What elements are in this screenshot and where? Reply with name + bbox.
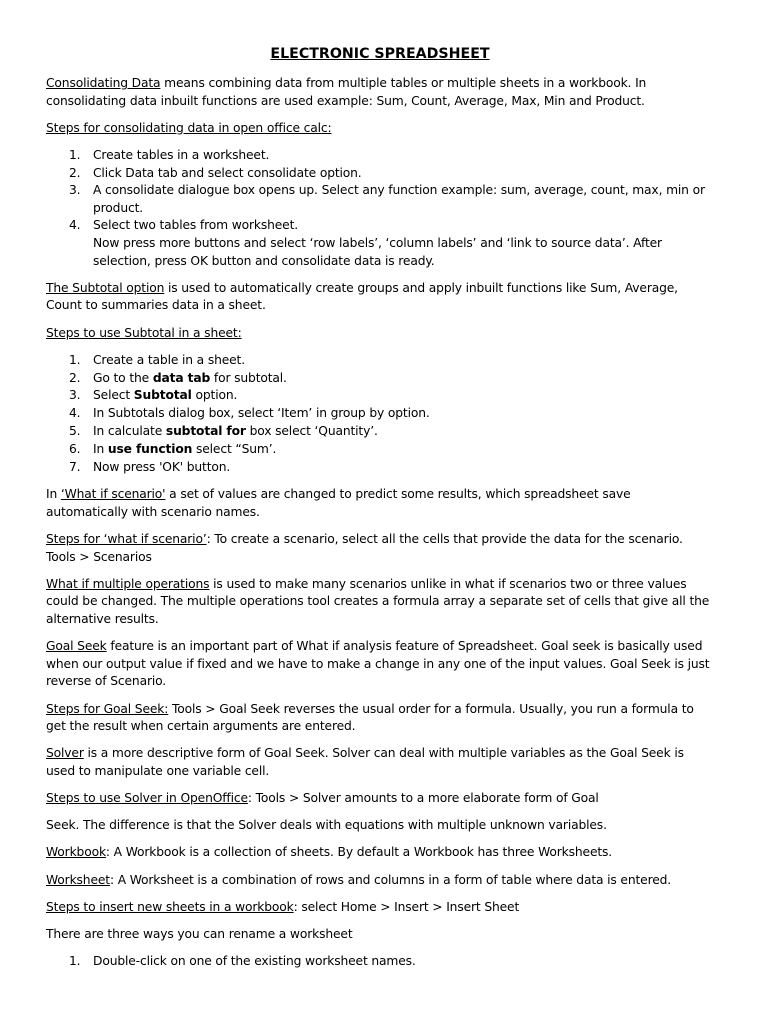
list-item-text-after: for subtotal. bbox=[210, 370, 287, 385]
whatif-steps-term: Steps for ‘what if scenario’ bbox=[46, 532, 207, 546]
list-item bbox=[46, 459, 714, 477]
multiple-operations-paragraph bbox=[46, 576, 714, 629]
list-item-bold: data tab bbox=[152, 370, 211, 385]
list-item-text: Go to the bbox=[93, 370, 153, 385]
list-item-text: Create tables in a worksheet. bbox=[93, 147, 270, 162]
list-number: 1. bbox=[69, 352, 81, 367]
subtotal-steps-heading bbox=[46, 325, 714, 343]
subtotal-text: is used to automatically create groups and apply inbuilt functions like Sum, Average, Count to summaries data in a sheet. bbox=[46, 280, 678, 313]
multiple-operations-term: What if multiple operations bbox=[46, 576, 210, 591]
subtotal-steps-list bbox=[46, 352, 714, 477]
solver-paragraph bbox=[46, 745, 714, 780]
workbook-paragraph bbox=[46, 844, 714, 862]
subtotal-paragraph bbox=[46, 280, 714, 315]
document-page bbox=[46, 44, 714, 980]
list-item bbox=[46, 352, 714, 370]
list-number: 2. bbox=[69, 165, 81, 180]
list-item bbox=[46, 217, 714, 270]
list-item-text: Now press 'OK' button. bbox=[93, 460, 231, 475]
list-item-continuation: Now press more buttons and select ‘row labels’, ‘column labels’ and ‘link to source data’. After selection, press OK button and consolidate data is ready. bbox=[93, 235, 662, 268]
list-item-text: Click Data tab and select consolidate option. bbox=[93, 165, 362, 180]
consolidating-text: means combining data from multiple tables or multiple sheets in a workbook. In consolidating data inbuilt functions are used example: Sum, Count, Average, Max, Min and Product. bbox=[46, 76, 647, 108]
solver-steps-text: : Tools > Solver amounts to a more elaborate form of Goal bbox=[247, 791, 599, 806]
solver-steps-text-2: Seek. The difference is that the Solver deals with equations with multiple unknown variables. bbox=[46, 818, 607, 833]
list-item bbox=[46, 441, 714, 459]
whatif-text: a set of values are changed to predict some results, which spreadsheet save automatically with scenario names. bbox=[46, 487, 631, 519]
multiple-operations-text: is used to make many scenarios unlike in what if scenarios two or three values could be changed. The multiple operations tool creates a formula array a separate set of cells that give all the alternative results. bbox=[46, 576, 710, 626]
goal-seek-term: Goal Seek bbox=[46, 639, 107, 654]
solver-text: is a more descriptive form of Goal Seek. Solver can deal with multiple variables as the Goal Seek is used to manipulate one variable cell. bbox=[46, 746, 684, 778]
list-item-text: Select two tables from worksheet. bbox=[93, 218, 299, 233]
list-number: 1. bbox=[69, 954, 81, 969]
insert-sheets-paragraph bbox=[46, 899, 714, 917]
worksheet-term: Worksheet bbox=[46, 872, 110, 887]
whatif-paragraph bbox=[46, 486, 714, 521]
document-title: ELECTRONIC SPREADSHEET bbox=[270, 46, 490, 62]
list-number: 4. bbox=[69, 218, 81, 233]
rename-intro: There are three ways you can rename a worksheet bbox=[46, 927, 353, 942]
solver-term: Solver bbox=[46, 746, 84, 761]
list-item-text-after: option. bbox=[191, 388, 238, 403]
list-item bbox=[46, 953, 714, 971]
whatif-steps-paragraph bbox=[46, 531, 714, 566]
list-item bbox=[46, 182, 714, 217]
list-item bbox=[46, 165, 714, 183]
list-number: 6. bbox=[69, 442, 81, 457]
list-item bbox=[46, 370, 714, 388]
list-number: 4. bbox=[69, 406, 81, 421]
list-number: 3. bbox=[69, 388, 81, 403]
list-item-bold: subtotal for bbox=[165, 424, 246, 439]
goal-seek-steps-term: Steps for Goal Seek: bbox=[46, 701, 169, 716]
subtotal-steps-heading-text: Steps to use Subtotal in a sheet: bbox=[46, 325, 242, 340]
list-number: 7. bbox=[69, 460, 81, 475]
list-item-text: Create a table in a sheet. bbox=[93, 352, 245, 367]
solver-steps-term: Steps to use Solver in OpenOffice bbox=[46, 791, 248, 806]
subtotal-term: The Subtotal option bbox=[46, 280, 165, 295]
consolidating-steps-heading bbox=[46, 120, 714, 138]
whatif-term: ‘What if scenario' bbox=[60, 487, 166, 502]
worksheet-text: : A Worksheet is a combination of rows and columns in a form of table where data is entered. bbox=[109, 872, 672, 887]
workbook-term: Workbook bbox=[46, 845, 106, 860]
goal-seek-steps-paragraph bbox=[46, 701, 714, 736]
list-item-text: In Subtotals dialog box, select ‘Item’ in group by option. bbox=[93, 406, 430, 421]
list-item bbox=[46, 405, 714, 423]
workbook-text: : A Workbook is a collection of sheets. By default a Workbook has three Worksheets. bbox=[105, 845, 613, 860]
list-item-text: In bbox=[93, 442, 108, 457]
list-item bbox=[46, 423, 714, 441]
consolidating-steps-list bbox=[46, 147, 714, 270]
consolidating-term: Consolidating Data bbox=[46, 76, 161, 90]
goal-seek-steps-text: Tools > Goal Seek reverses the usual order for a formula. Usually, you run a formula to get the result when certain arguments are entered. bbox=[46, 701, 694, 734]
solver-steps-paragraph bbox=[46, 790, 714, 808]
insert-sheets-term: Steps to insert new sheets in a workbook bbox=[46, 899, 294, 914]
rename-steps-list bbox=[46, 953, 714, 971]
list-item-text-after: box select ‘Quantity’. bbox=[245, 424, 378, 439]
list-number: 5. bbox=[69, 424, 81, 439]
whatif-steps-text: : To create a scenario, select all the cells that provide the data for the scenario. Tools > Scenarios bbox=[46, 532, 683, 564]
consolidating-paragraph bbox=[46, 75, 714, 110]
list-number: 3. bbox=[69, 183, 81, 198]
insert-sheets-text: : select Home > Insert > Insert Sheet bbox=[293, 899, 520, 914]
list-item-text: Select bbox=[93, 388, 134, 403]
worksheet-paragraph bbox=[46, 872, 714, 890]
whatif-prefix: In bbox=[46, 487, 61, 502]
list-item bbox=[46, 387, 714, 405]
consolidating-steps-heading-text: Steps for consolidating data in open office calc: bbox=[46, 120, 332, 135]
list-item-text-after: select “Sum’. bbox=[192, 442, 277, 457]
list-item-text: A consolidate dialogue box opens up. Select any function example: sum, average, count, max, min or product. bbox=[93, 183, 705, 215]
goal-seek-paragraph bbox=[46, 638, 714, 691]
goal-seek-text: feature is an important part of What if analysis feature of Spreadsheet. Goal seek is basically used when our output value if fixed and we have to make a change in any one of the input values. Goal Seek is just reverse of Scenario. bbox=[46, 639, 710, 689]
list-item-text: In calculate bbox=[93, 424, 166, 439]
list-number: 2. bbox=[69, 370, 81, 385]
list-item bbox=[46, 147, 714, 165]
list-number: 1. bbox=[69, 147, 81, 162]
solver-steps-continuation bbox=[46, 817, 714, 835]
list-item-bold: use function bbox=[107, 442, 193, 457]
list-item-bold: Subtotal bbox=[133, 388, 192, 403]
list-item-text: Double-click on one of the existing worksheet names. bbox=[93, 954, 416, 969]
